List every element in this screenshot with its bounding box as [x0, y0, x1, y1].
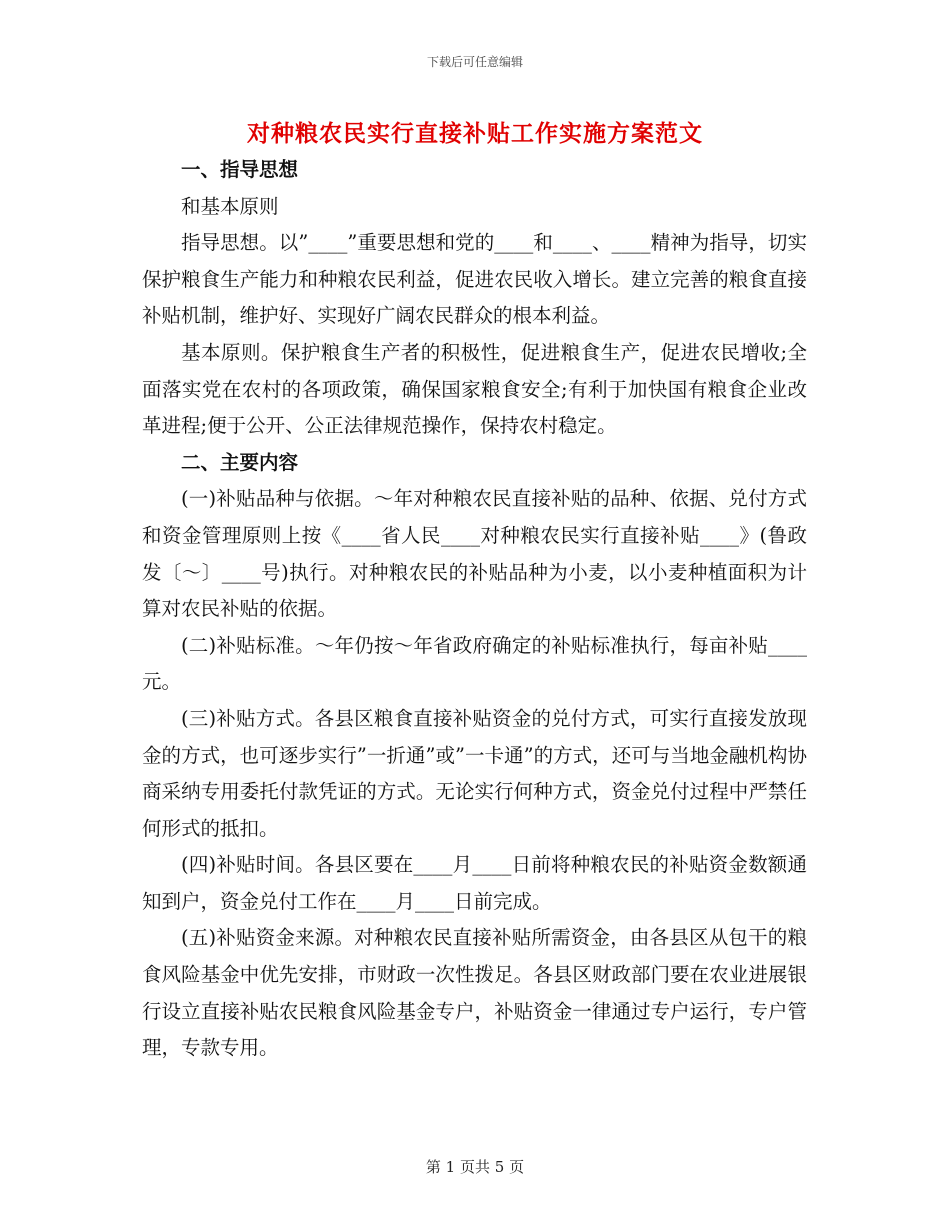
page-number: 第 1 页共 5 页: [425, 1158, 525, 1176]
paragraph-subsidy-method: (三)补贴方式。各县区粮食直接补贴资金的兑付方式，可实行直接发放现金的方式，也可逐步实行”一折通”或”一卡通”的方式，还可与当地金融机构协商采纳专用委托付款凭证的方式。无论实行何种方式，资金兑付过程中严禁任何形式的抵扣。: [142, 706, 807, 840]
paragraph-guiding-thought: 指导思想。以”____”重要思想和党的____和____、____精神为指导，切实保护粮食生产能力和种粮农民利益，促进农民收入增长。建立完善的粮食直接补贴机制，维护好、实现好广阔农民群众的根本利益。: [142, 231, 807, 328]
paragraph-subsidy-time: (四)补贴时间。各县区要在____月____日前将种粮农民的补贴资金数额通知到户，资金兑付工作在____月____日前完成。: [142, 853, 807, 913]
paragraph-subsidy-variety: (一)补贴品种与依据。～年对种粮农民直接补贴的品种、依据、兑付方式和资金管理原则上按《____省人民____对种粮农民实行直接补贴____》(鲁政发〔～〕____号)执行。对种粮农民的补贴品种为小麦，以小麦种植面积为计算对农民补贴的依据。: [142, 487, 807, 621]
header-note: 下载后可任意编辑: [426, 55, 523, 69]
document-body: [142, 152, 807, 1067]
paragraph-basic-principle: 基本原则。保护粮食生产者的积极性，促进粮食生产，促进农民增收;全面落实党在农村的各项政策，确保国家粮食安全;有利于加快国有粮食企业改革进程;便于公开、公正法律规范操作，保持农村稳定。: [142, 340, 807, 438]
document-title: 对种粮农民实行直接补贴工作实施方案范文: [247, 120, 703, 147]
paragraph-subsidy-source: (五)补贴资金来源。对种粮农民直接补贴所需资金，由各县区从包干的粮食风险基金中优先安排，市财政一次性拨足。各县区财政部门要在农业进展银行设立直接补贴农民粮食风险基金专户，补贴资金一律通过专户运行，专户管理，专款专用。: [142, 926, 807, 1060]
section-subheading: 和基本原则: [181, 194, 279, 218]
section-heading-main-content: 二、主要内容: [181, 450, 299, 474]
paragraph-subsidy-standard: (二)补贴标准。～年仍按～年省政府确定的补贴标准执行，每亩补贴____元。: [142, 633, 807, 694]
section-heading-guiding: 一、指导思想: [181, 158, 299, 181]
